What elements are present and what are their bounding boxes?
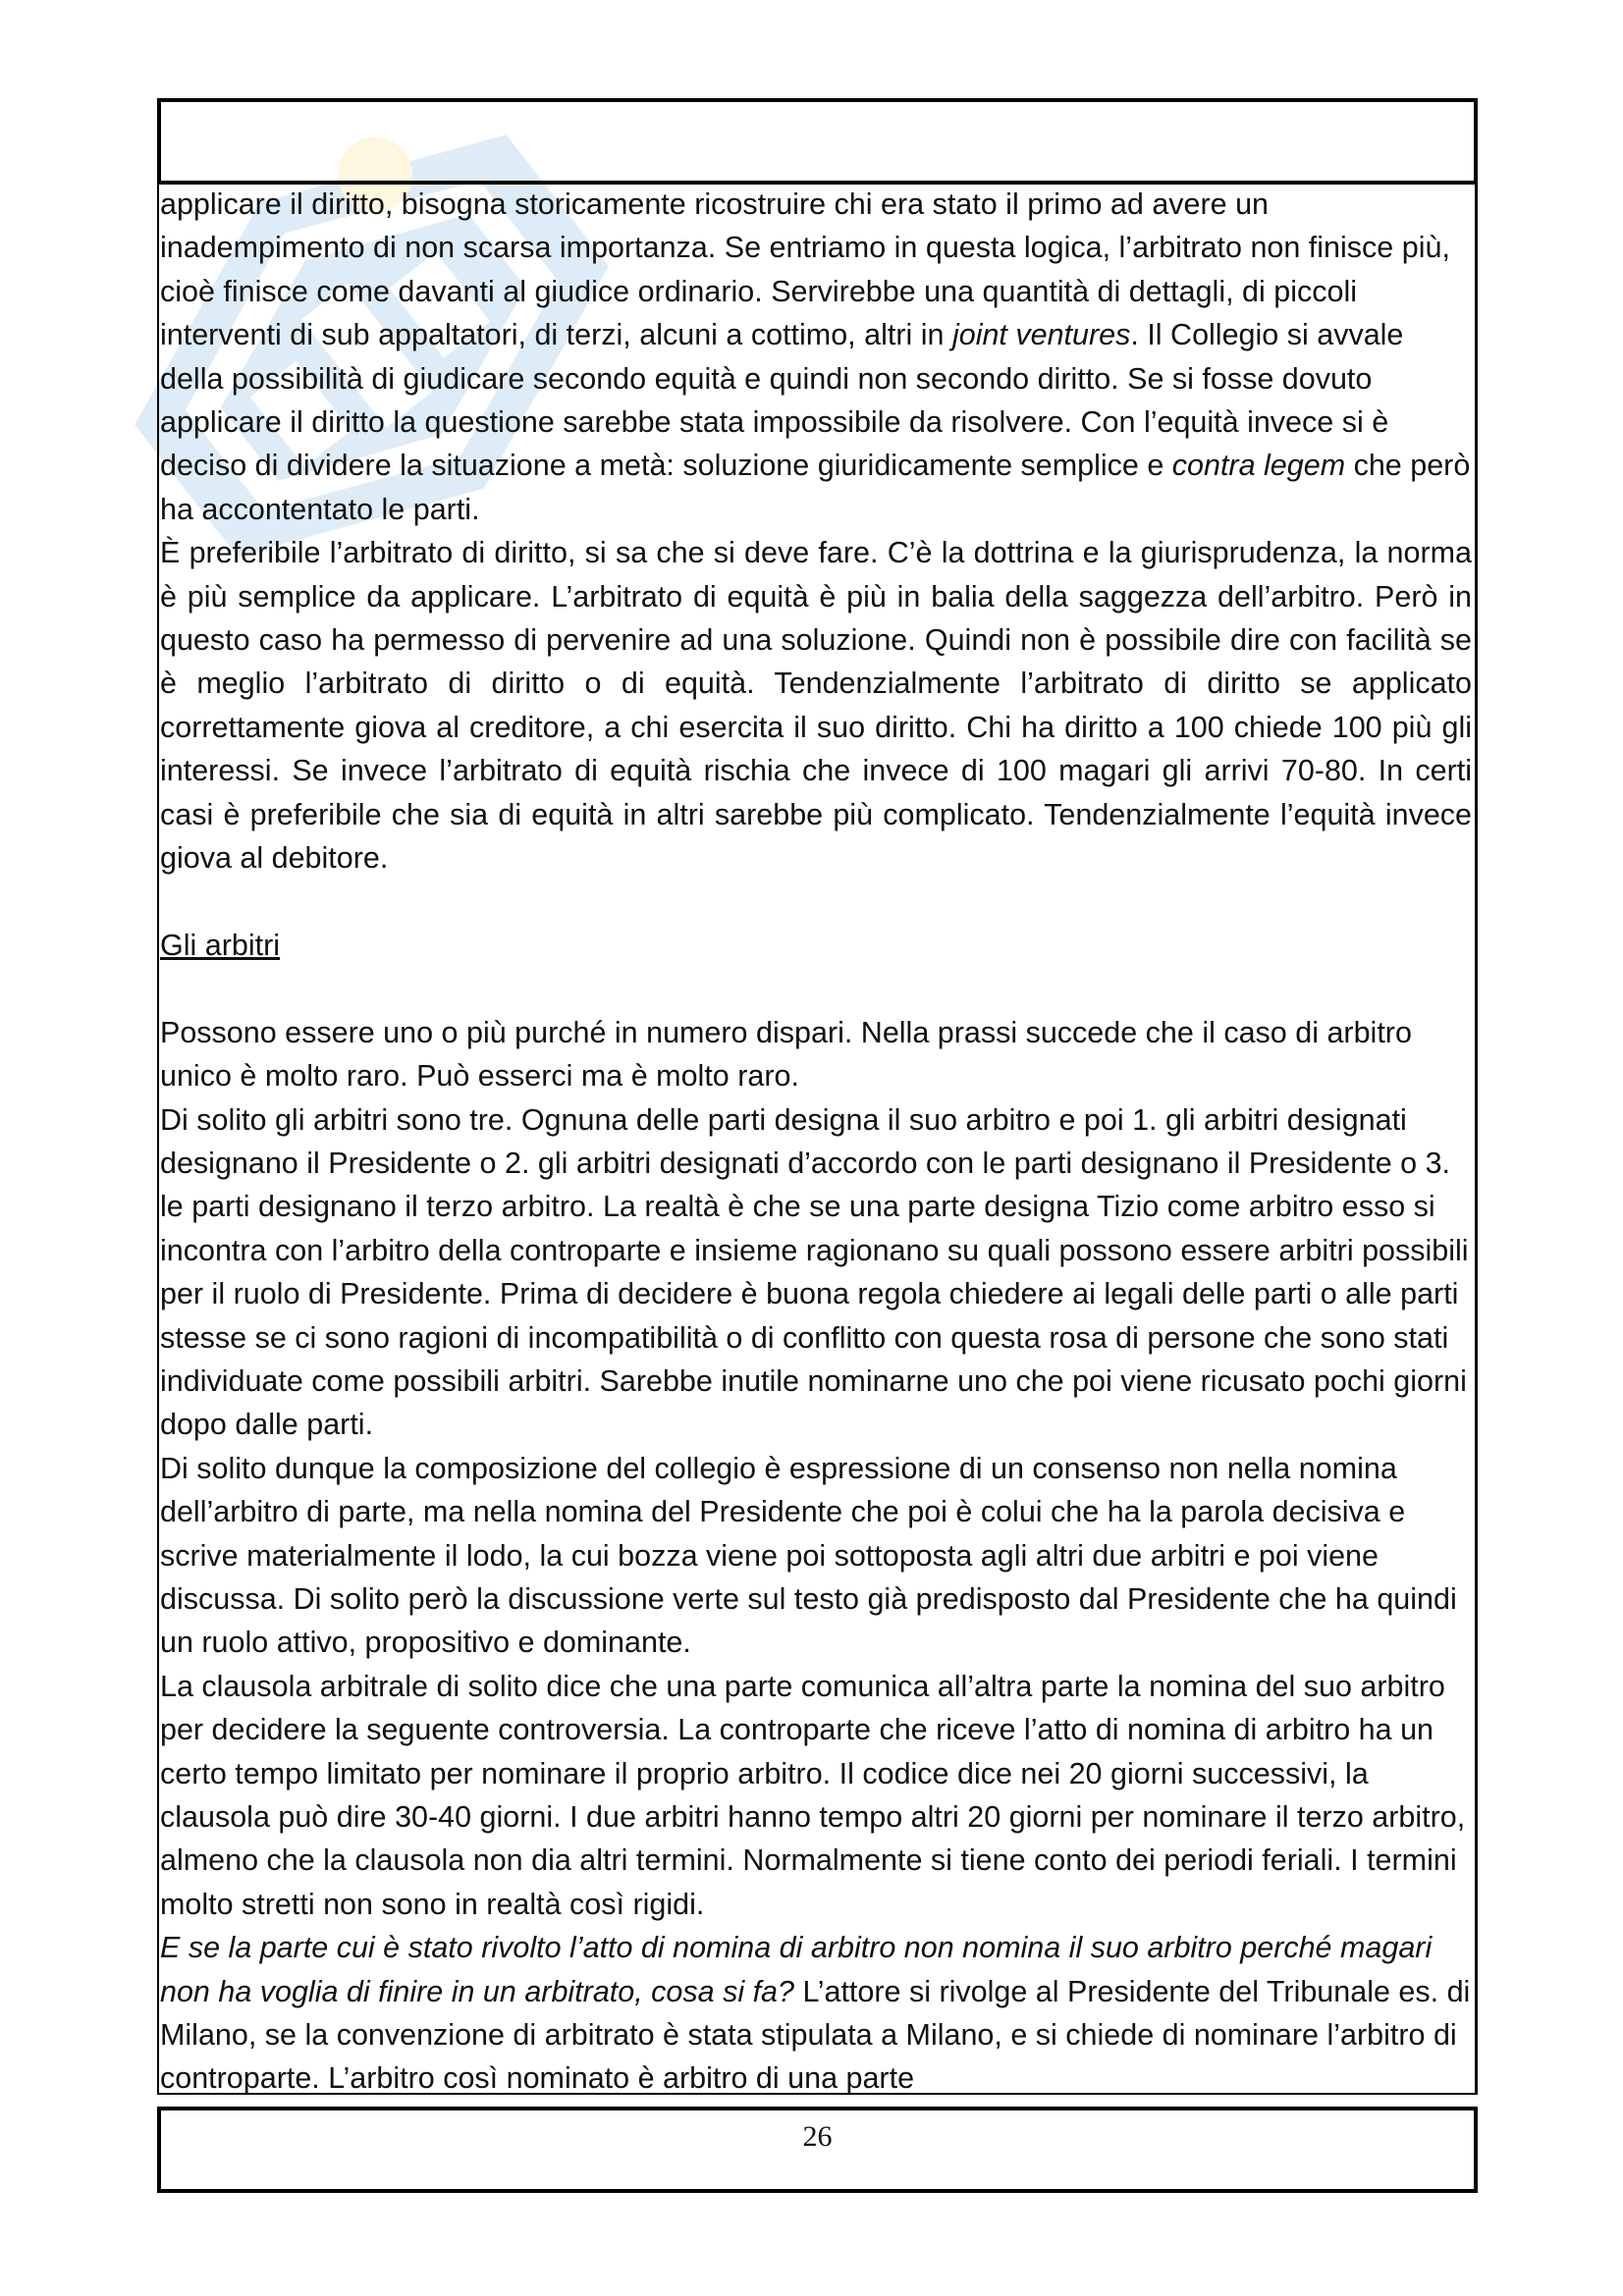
paragraph-4: Di solito gli arbitri sono tre. Ognuna delle parti designa il suo arbitro e poi 1. gli arbitri designati designano il Presidente o 2. gli arbitri designati d’accordo con le parti designano il Presidente o 3. le parti designano il terzo arbitro. La realtà è che se una parte designa Tizio come arbitro esso si incontra con l’arbitro della controparte e insieme ragionano su quali possono essere arbitri possibili per il ruolo di Presidente. Prima di decidere è buona regola chiedere ai legali delle parti o alle parti stesse se ci sono ragioni di incompatibilità o di conflitto con questa rosa di persone che sono stati individuate come possibili arbitri. Sarebbe inutile nominarne uno che poi viene ricusato pochi giorni dopo dalle parti.	[160, 1102, 1469, 1442]
page-header-box	[157, 98, 1478, 185]
paragraph-7-text: L’attore si rivolge al Presidente del Tribunale es. di Milano, se la convenzione di arbitrato è stata stipulata a Milano, e si chiede di nominare l’arbitro di controparte. L’arbitro così nominato è arbitro di una parte	[160, 1974, 1471, 2096]
paragraph-1-text-e: che però ha accontentato le parti.	[160, 449, 1471, 526]
paragraph-3: Possono essere uno o più purché in numero dispari. Nella prassi succede che il caso di arbitro unico è molto raro. Può esserci ma è molto raro.	[160, 1015, 1412, 1094]
paragraph-7	[160, 1926, 1472, 2101]
paragraph-1-text-c: . Il Collegio si avvale della possibilità di giudicare secondo equità e quindi non secondo diritto. Se si fosse dovuto applicare il diritto la questione sarebbe stata impossibile da risolvere. Con l’equità invece si è deciso di dividere la situazione a metà: soluzione giuridicamente semplice e	[160, 318, 1404, 483]
paragraph-1-text-a: applicare il diritto, bisogna storicamente ricostruire chi era stato il primo ad avere un inadempimento di non scarsa importanza. Se entriamo in questa logica, l’arbitrato non finisce più, cioè finisce come davanti al giudice ordinario. Servirebbe una quantità di dettagli, di piccoli interventi di sub appaltatori, di terzi, alcuni a cottimo, altri in	[160, 187, 1450, 352]
page-footer-box	[157, 2107, 1478, 2193]
blank-line	[160, 881, 1472, 924]
paragraph-5: Di solito dunque la composizione del collegio è espressione di un consenso non nella nomina dell’arbitro di parte, ma nella nomina del Presidente che poi è colui che ha la parola decisiva e scrive materialmente il lodo, la cui bozza viene poi sottoposta agli altri due arbitri e poi viene discussa. Di solito però la discussione verte sul testo già predisposto dal Presidente che ha quindi un ruolo attivo, propositivo e dominante.	[160, 1451, 1457, 1660]
paragraph-1-italic-contra-legem: contra legem	[1171, 449, 1346, 483]
paragraph-7-italic-question: E se la parte cui è stato rivolto l’atto di nomina di arbitro non nomina il suo arbitro perché magari non ha voglia di finire in un arbitrato, cosa si fa?	[160, 1931, 1433, 2008]
blank-line	[160, 967, 1472, 1010]
document-body	[160, 183, 1472, 2101]
page-number: 26	[802, 2120, 833, 2153]
section-heading: Gli arbitri	[160, 928, 281, 962]
paragraph-6: La clausola arbitrale di solito dice che una parte comunica all’altra parte la nomina del suo arbitro per decidere la seguente controversia. La controparte che riceve l’atto di nomina di arbitro ha un certo tempo limitato per nominare il proprio arbitro. Il codice dice nei 20 giorni successivi, la clausola può dire 30-40 giorni. I due arbitri hanno tempo altri 20 giorni per nominare il terzo arbitro, almeno che la clausola non dia altri termini. Normalmente si tiene conto dei periodi feriali. I termini molto stretti non sono in realtà così rigidi.	[160, 1669, 1466, 1921]
paragraph-1	[160, 183, 1472, 531]
paragraph-1-italic-joint-ventures: joint ventures	[951, 318, 1131, 352]
paragraph-2: È preferibile l’arbitrato di diritto, si sa che si deve fare. C’è la dottrina e la giurisprudenza, la norma è più semplice da applicare. L’arbitrato di equità è più in balia della saggezza dell’arbitro. Però in questo caso ha permesso di pervenire ad una soluzione. Quindi non è possibile dire con facilità se è meglio l’arbitrato di diritto o di equità. Tendenzialmente l’arbitrato di diritto se applicato correttamente giova al creditore, a chi esercita il suo diritto. Chi ha diritto a 100 chiede 100 più gli interessi. Se invece l’arbitrato di equità rischia che invece di 100 magari gli arrivi 70-80. In certi casi è preferibile che sia di equità in altri sarebbe più complicato. Tendenzialmente l’equità invece giova al debitore.	[160, 536, 1472, 876]
